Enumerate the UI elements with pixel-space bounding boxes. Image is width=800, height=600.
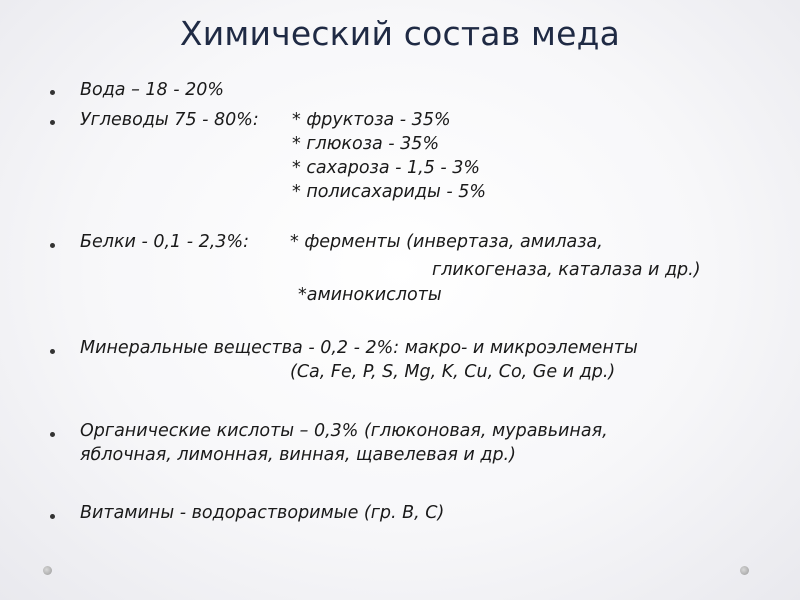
carbs-sub-polysaccharides: * полисахариды - 5%: [292, 182, 487, 202]
minerals-line1: Минеральные вещества - 0,2 - 2%: макро- и микроэлементы: [80, 338, 638, 358]
minerals-line2: (Ca, Fe, P, S, Mg, K, Cu, Co, Ge и др.): [290, 362, 616, 382]
water-line: Вода – 18 - 20%: [80, 80, 225, 100]
decorative-dot-left: [43, 566, 52, 575]
carbs-head: Углеводы 75 - 80%:: [80, 110, 259, 130]
bullet: [50, 514, 55, 519]
carbs-sub-sucrose: * сахароза - 1,5 - 3%: [292, 158, 481, 178]
acids-line2: яблочная, лимонная, винная, щавелевая и др.): [80, 445, 516, 465]
carbs-sub-fructose: * фруктоза - 35%: [292, 110, 451, 130]
slide-title: Химический состав меда: [179, 14, 621, 53]
decorative-dot-right: [740, 566, 749, 575]
proteins-head: Белки - 0,1 - 2,3%:: [80, 232, 249, 252]
vitamins-line: Витамины - водорастворимые (гр. B, C): [80, 503, 445, 523]
bullet: [50, 243, 55, 248]
carbs-sub-glucose: * глюкоза - 35%: [292, 134, 440, 154]
proteins-sub-aminoacids: *аминокислоты: [298, 285, 442, 305]
proteins-sub-enzymes-cont: гликогеназа, каталаза и др.): [432, 260, 701, 280]
bullet: [50, 120, 55, 125]
bullet: [50, 90, 55, 95]
proteins-sub-enzymes: * ферменты (инвертаза, амилаза,: [290, 232, 603, 252]
bullet: [50, 349, 55, 354]
acids-line1: Органические кислоты – 0,3% (глюконовая, муравьиная,: [80, 421, 608, 441]
bullet: [50, 432, 55, 437]
